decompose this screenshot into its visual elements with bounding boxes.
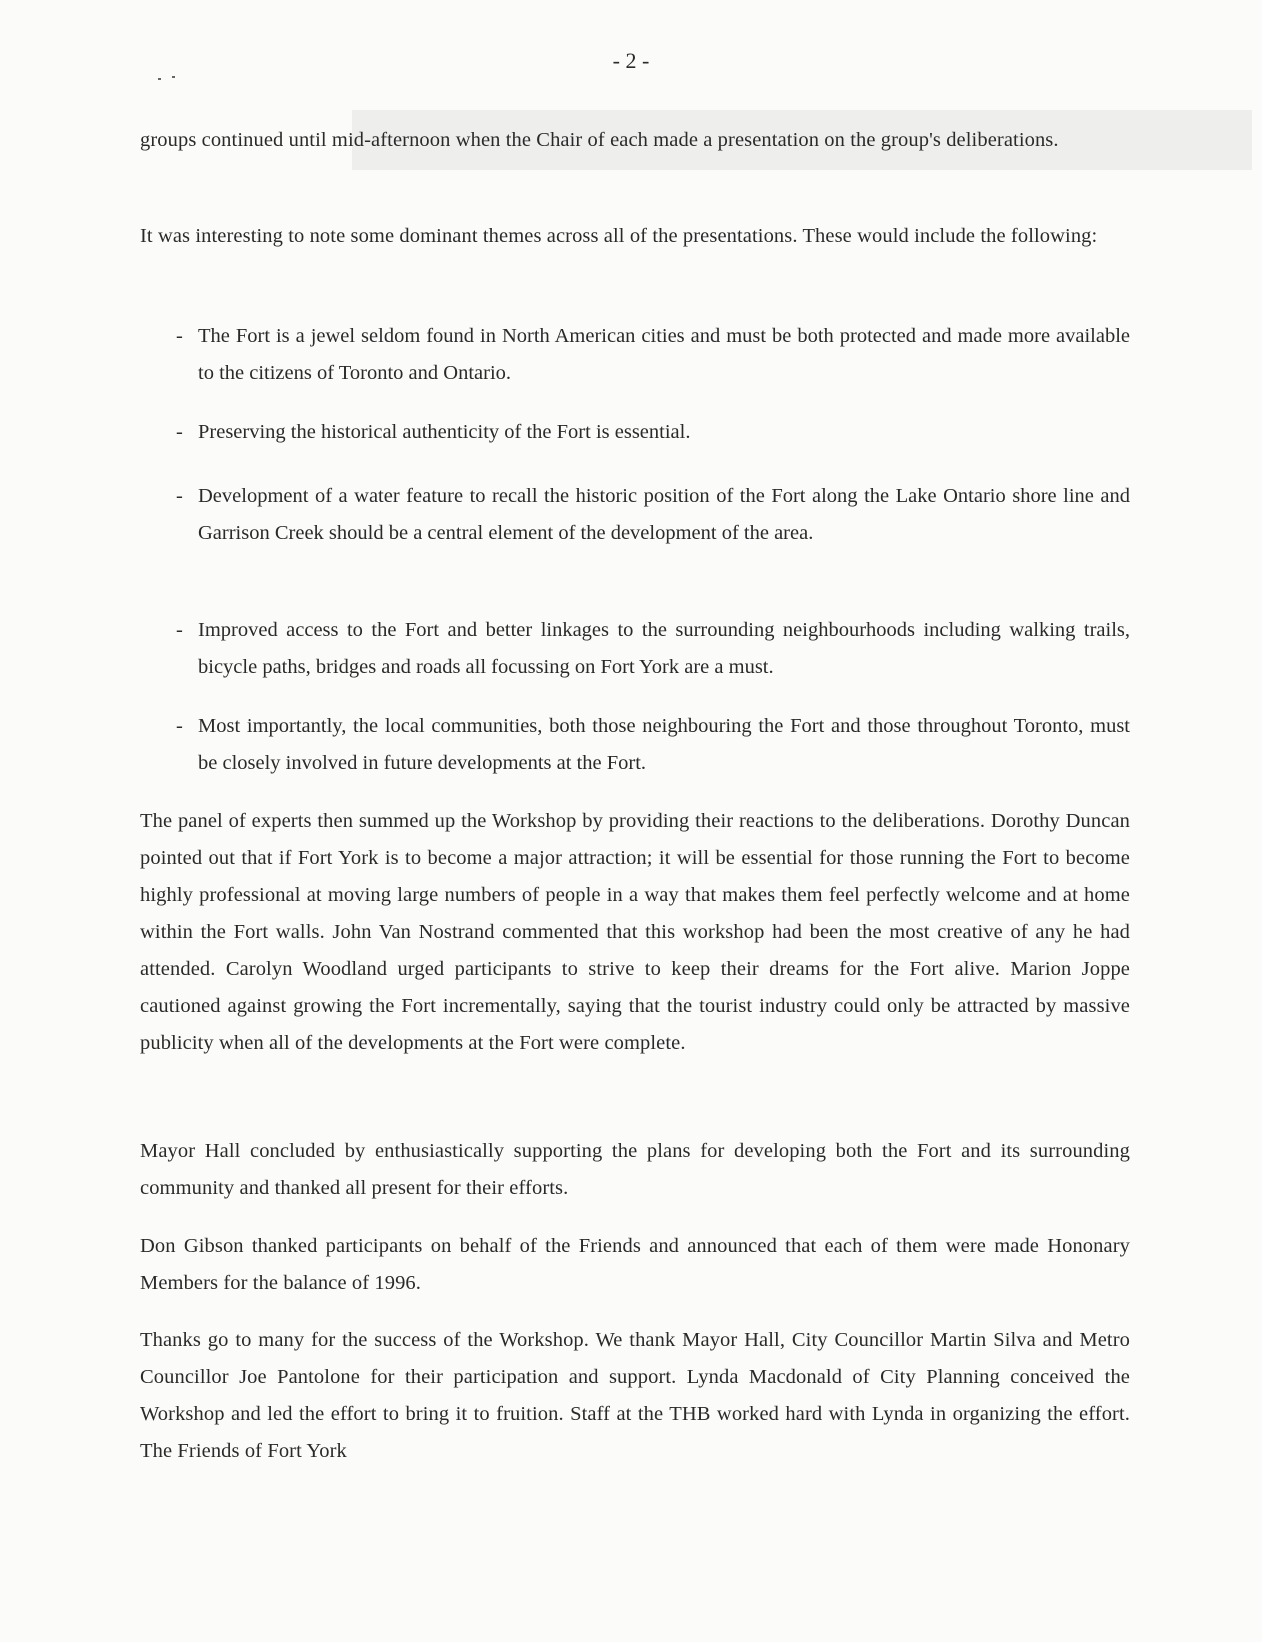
page-number: - 2 - xyxy=(612,48,650,73)
bullet-dash: - xyxy=(176,421,183,443)
bullet-text: Development of a water feature to recall the historic position of the Fort along the Lake Ontario shore line and Garrison Creek should be a central element of the development of the area. xyxy=(198,485,1130,544)
paragraph-text: The panel of experts then summed up the Workshop by providing their reactions to the deliberations. Dorothy Duncan pointed out that if Fort York is to become a major attraction; it will be essential for those running the Fort to become highly professional at moving large numbers of people in a way that makes them feel perfectly welcome and at home within the Fort walls. John Van Nostrand commented that this workshop had been the most creative of any he had attended. Carolyn Woodland urged participants to strive to keep their dreams for the Fort alive. Marion Joppe cautioned against growing the Fort incrementally, saying that the tourist industry could only be attracted by massive publicity when all of the developments at the Fort were complete. xyxy=(140,810,1130,1054)
bullet-text: Improved access to the Fort and better linkages to the surrounding neighbourhoods including walking trails, bicycle paths, bridges and roads all focussing on Fort York are a must. xyxy=(198,619,1130,678)
paragraph xyxy=(140,1228,1130,1302)
paragraph xyxy=(140,1322,1130,1470)
bullet-dash: - xyxy=(176,325,183,347)
bullet-dash: - xyxy=(176,619,183,641)
scan-speck xyxy=(158,78,161,80)
bullet-text: The Fort is a jewel seldom found in North American cities and must be both protected and made more available to the citizens of Toronto and Ontario. xyxy=(198,325,1130,384)
theme-bullet xyxy=(176,478,1130,552)
paragraph xyxy=(140,218,1130,255)
paragraph xyxy=(140,1133,1130,1207)
theme-bullet xyxy=(176,708,1130,782)
bullet-text: Most importantly, the local communities, both those neighbouring the Fort and those throughout Toronto, must be closely involved in future developments at the Fort. xyxy=(198,715,1130,774)
paragraph-text: Thanks go to many for the success of the Workshop. We thank Mayor Hall, City Councillor Martin Silva and Metro Councillor Joe Pantolone for their participation and support. Lynda Macdonald of City Planning conceived the Workshop and led the effort to bring it to fruition. Staff at the THB worked hard with Lynda in organizing the effort. The Friends of Fort York xyxy=(140,1329,1130,1462)
theme-bullet xyxy=(176,612,1130,686)
theme-bullet xyxy=(176,318,1130,392)
theme-bullet xyxy=(176,414,1130,451)
bullet-dash: - xyxy=(176,485,183,507)
scan-speck xyxy=(172,76,175,78)
paragraph xyxy=(140,122,1130,159)
paragraph-text: Don Gibson thanked participants on behalf of the Friends and announced that each of them were made Hononary Members for the balance of 1996. xyxy=(140,1235,1130,1294)
paragraph-text: groups continued until mid-afternoon when the Chair of each made a presentation on the group's deliberations. xyxy=(140,129,1059,151)
paragraph-text: Mayor Hall concluded by enthusiastically supporting the plans for developing both the Fort and its surrounding community and thanked all present for their efforts. xyxy=(140,1140,1130,1199)
paragraph xyxy=(140,803,1130,1062)
bullet-dash: - xyxy=(176,715,183,737)
bullet-text: Preserving the historical authenticity of the Fort is essential. xyxy=(198,421,691,443)
paragraph-text: It was interesting to note some dominant themes across all of the presentations. These would include the following: xyxy=(140,225,1098,247)
